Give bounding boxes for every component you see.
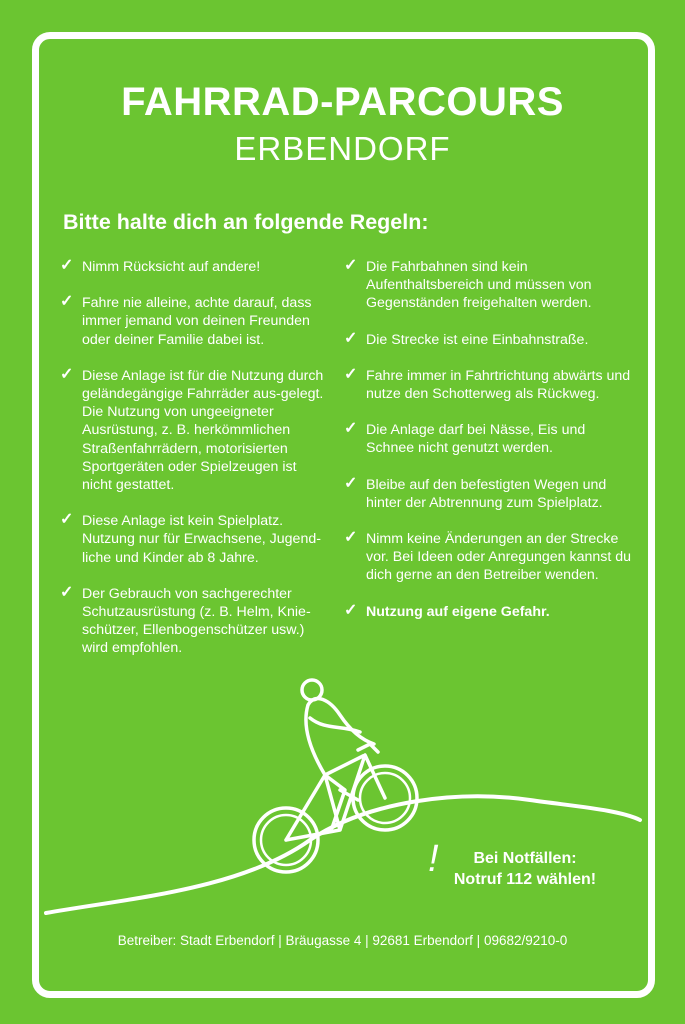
rider-head	[302, 680, 322, 700]
check-icon: ✓	[60, 583, 74, 601]
rule-item: ✓ Bleibe auf den befestigten Wegen und hinter der Abtrennung zum Spielplatz.	[344, 474, 607, 511]
rider-arm	[310, 718, 360, 732]
rule-item: ✓ Fahre immer in Fahrtrichtung abwärts und nutze den Schotterweg als Rückweg.	[344, 365, 631, 403]
emergency-line-2: Notruf 112 wählen!	[453, 871, 597, 888]
check-icon: ✓	[344, 257, 358, 274]
check-icon: ✓	[60, 257, 74, 274]
operator-footer: Betreiber: Stadt Erbendorf | Bräugasse 4 | 92681 Erbendorf | 09682/9210-0	[117, 933, 568, 948]
check-icon: ✓	[60, 365, 74, 383]
rule-item: ✓ Die Strecke ist eine Einbahnstraße.	[344, 329, 589, 348]
check-icon: ✓	[344, 329, 358, 347]
rule-item: ✓ Die Fahrbahnen sind kein Aufenthaltsbereich und müssen von Gegenständen freigehalten werden.	[344, 257, 592, 312]
check-icon: ✓	[344, 601, 358, 619]
rules-right-column	[344, 258, 634, 639]
rules-left-column	[60, 258, 330, 676]
check-icon: ✓	[344, 420, 358, 438]
check-icon: ✓	[60, 511, 74, 529]
check-icon: ✓	[344, 529, 358, 547]
rule-item: ✓ Diese Anlage ist für die Nutzung durch geländegängige Fahrräder aus-gelegt. Die Nutzung von ungeeigneter Ausrüstung, z. B. herkömmlichen Straßenfahrrädern, motorisierten Sportgeräten oder Spielzeugen ist nicht gestattet.	[60, 365, 324, 494]
page-subtitle: ERBENDORF	[234, 130, 451, 167]
rule-item: ✓ Diese Anlage ist kein Spielplatz. Nutzung nur für Erwachsene, Jugend-liche und Kinder ab 8 Jahre.	[60, 511, 321, 566]
rules-heading: Bitte halte dich an folgende Regeln:	[63, 210, 429, 234]
rule-item: ✓ Nimm keine Änderungen an der Strecke vor. Bei Ideen oder Anregungen kannst du dich gerne an den Betreiber wenden.	[344, 529, 632, 584]
rule-item: ✓ Die Anlage darf bei Nässe, Eis und Schnee nicht genutzt werden.	[344, 420, 586, 457]
rule-item: ✓ Fahre nie alleine, achte darauf, dass immer jemand von deinen Freunden oder deiner Familie dabei ist.	[60, 293, 312, 348]
rule-item: ✓ Nimm Rücksicht auf andere!	[60, 257, 261, 275]
check-icon: ✓	[344, 474, 358, 492]
check-icon: ✓	[60, 293, 74, 311]
emergency-notice	[430, 848, 620, 890]
rule-item-own-risk: ✓ Nutzung auf eigene Gefahr.	[344, 601, 550, 620]
emergency-line-1: Bei Notfällen:	[473, 850, 577, 867]
mountain-biker-icon	[40, 670, 650, 930]
rule-item: ✓ Der Gebrauch von sachgerechter Schutzausrüstung (z. B. Helm, Knie-schützer, Ellenbogenschützer usw.) wird empfohlen.	[60, 583, 311, 657]
page-title: FAHRRAD-PARCOURS	[121, 80, 564, 124]
check-icon: ✓	[344, 365, 358, 383]
exclamation-mark: !	[428, 838, 439, 880]
